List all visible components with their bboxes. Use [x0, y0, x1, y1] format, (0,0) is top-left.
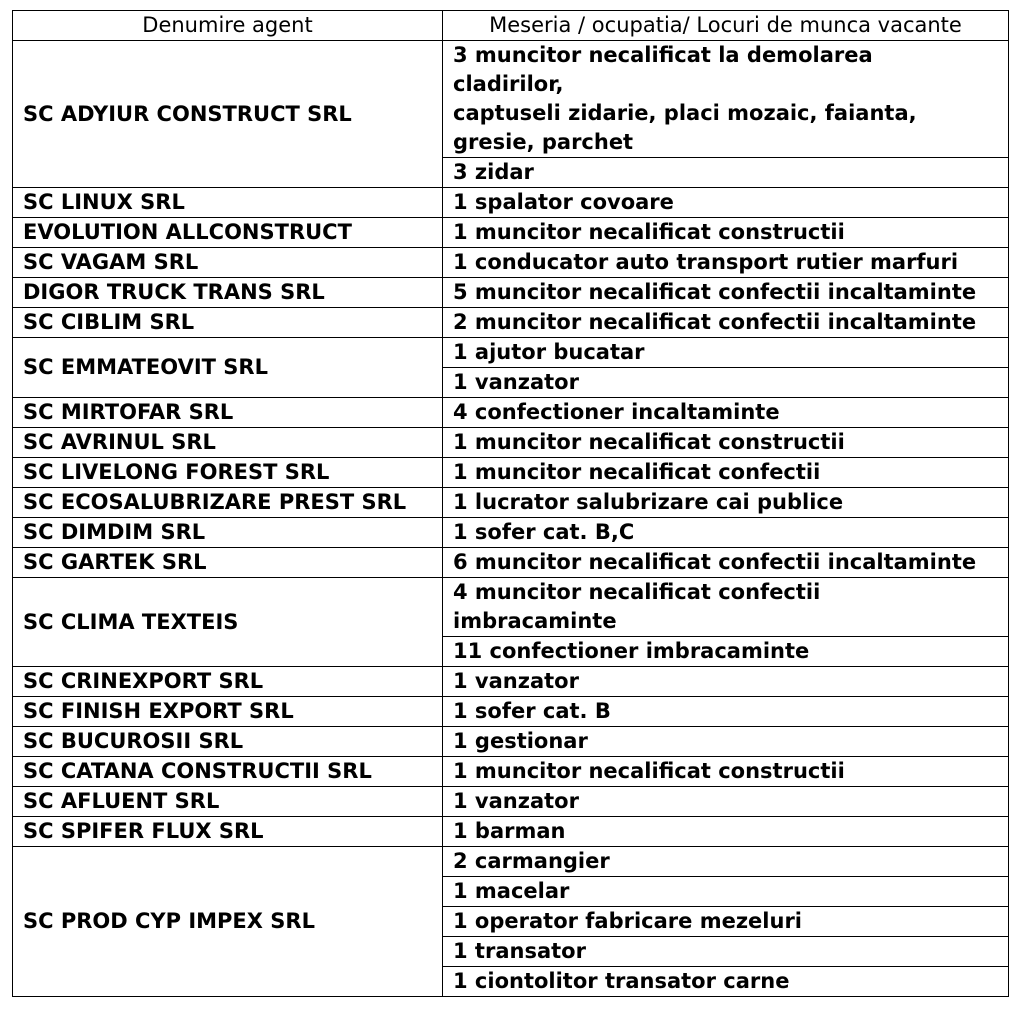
- job-line: 1 muncitor necalificat constructii: [453, 430, 845, 454]
- agent-name-cell: SC SPIFER FLUX SRL: [13, 817, 443, 847]
- job-cell: [443, 817, 1009, 847]
- job-line: 1 muncitor necalificat constructii: [453, 220, 845, 244]
- table-row: [13, 697, 1009, 727]
- job-line: captuseli zidarie, placi mozaic, faianta,: [453, 101, 917, 125]
- job-cell: [443, 248, 1009, 278]
- job-line: 1 vanzator: [453, 370, 579, 394]
- job-cell: [443, 308, 1009, 338]
- job-line: cladirilor,: [453, 72, 564, 96]
- job-cell: [443, 368, 1009, 398]
- column-header-agent: Denumire agent: [13, 11, 443, 41]
- table-row: [13, 847, 1009, 877]
- job-line: 4 confectioner incaltaminte: [453, 400, 780, 424]
- table-row: [13, 667, 1009, 697]
- job-cell: [443, 518, 1009, 548]
- agent-name-cell: SC FINISH EXPORT SRL: [13, 697, 443, 727]
- job-line: 1 sofer cat. B: [453, 699, 611, 723]
- table-row: [13, 398, 1009, 428]
- job-cell: [443, 218, 1009, 248]
- job-cell: [443, 637, 1009, 667]
- job-cell: [443, 727, 1009, 757]
- agent-name-cell: SC MIRTOFAR SRL: [13, 398, 443, 428]
- job-line: imbracaminte: [453, 609, 617, 633]
- job-line: 1 ajutor bucatar: [453, 340, 645, 364]
- job-cell: [443, 578, 1009, 637]
- table-row: [13, 41, 1009, 158]
- job-line: 1 transator: [453, 939, 586, 963]
- agent-name-cell: SC DIMDIM SRL: [13, 518, 443, 548]
- table-row: [13, 338, 1009, 368]
- job-cell: [443, 847, 1009, 877]
- agent-name-cell: SC AFLUENT SRL: [13, 787, 443, 817]
- job-line: 1 conducator auto transport rutier marfuri: [453, 250, 959, 274]
- job-cell: [443, 338, 1009, 368]
- job-cell: [443, 757, 1009, 787]
- agent-name-cell: SC BUCUROSII SRL: [13, 727, 443, 757]
- job-cell: [443, 398, 1009, 428]
- table-row: [13, 428, 1009, 458]
- job-cell: [443, 787, 1009, 817]
- agent-name-cell: SC CATANA CONSTRUCTII SRL: [13, 757, 443, 787]
- table-body: [13, 41, 1009, 997]
- agent-name-cell: SC LIVELONG FOREST SRL: [13, 458, 443, 488]
- agent-name-cell: DIGOR TRUCK TRANS SRL: [13, 278, 443, 308]
- job-line: 1 gestionar: [453, 729, 588, 753]
- table-row: [13, 817, 1009, 847]
- job-line: 1 ciontolitor transator carne: [453, 969, 790, 993]
- job-line: 1 vanzator: [453, 669, 579, 693]
- document-page: [12, 10, 1008, 997]
- job-line: 1 barman: [453, 819, 566, 843]
- job-line: gresie, parchet: [453, 130, 634, 154]
- agent-name-cell: SC ECOSALUBRIZARE PREST SRL: [13, 488, 443, 518]
- job-cell: [443, 877, 1009, 907]
- table-row: [13, 518, 1009, 548]
- job-line: 1 macelar: [453, 879, 570, 903]
- agent-name-cell: EVOLUTION ALLCONSTRUCT: [13, 218, 443, 248]
- agent-name-cell: SC CLIMA TEXTEIS: [13, 578, 443, 667]
- job-line: 1 muncitor necalificat confectii: [453, 460, 821, 484]
- job-line: 5 muncitor necalificat confectii incaltaminte: [453, 280, 977, 304]
- agent-name-cell: SC EMMATEOVIT SRL: [13, 338, 443, 398]
- table-row: [13, 757, 1009, 787]
- table-row: [13, 488, 1009, 518]
- agent-name-cell: SC CIBLIM SRL: [13, 308, 443, 338]
- job-cell: [443, 667, 1009, 697]
- table-row: [13, 458, 1009, 488]
- column-header-jobs: Meseria / ocupatia/ Locuri de munca vacante: [443, 11, 1009, 41]
- agent-name-cell: SC VAGAM SRL: [13, 248, 443, 278]
- agent-name-cell: SC LINUX SRL: [13, 188, 443, 218]
- job-line: 11 confectioner imbracaminte: [453, 639, 810, 663]
- table-row: [13, 248, 1009, 278]
- table-row: [13, 278, 1009, 308]
- agent-name-cell: SC PROD CYP IMPEX SRL: [13, 847, 443, 997]
- job-cell: [443, 428, 1009, 458]
- job-cell: [443, 937, 1009, 967]
- job-cell: [443, 41, 1009, 158]
- table-row: [13, 727, 1009, 757]
- agent-name-cell: SC ADYIUR CONSTRUCT SRL: [13, 41, 443, 188]
- job-line: 6 muncitor necalificat confectii incaltaminte: [453, 550, 977, 574]
- job-line: 2 muncitor necalificat confectii incaltaminte: [453, 310, 977, 334]
- job-line: 1 spalator covoare: [453, 190, 674, 214]
- table-row: [13, 308, 1009, 338]
- job-line: 1 lucrator salubrizare cai publice: [453, 490, 844, 514]
- agent-name-cell: SC GARTEK SRL: [13, 548, 443, 578]
- job-line: 1 operator fabricare mezeluri: [453, 909, 803, 933]
- table-row: [13, 578, 1009, 637]
- agent-name-cell: SC AVRINUL SRL: [13, 428, 443, 458]
- table-row: [13, 218, 1009, 248]
- job-cell: [443, 458, 1009, 488]
- job-cell: [443, 548, 1009, 578]
- job-cell: [443, 907, 1009, 937]
- table-row: [13, 188, 1009, 218]
- job-line: 4 muncitor necalificat confectii: [453, 580, 821, 604]
- job-cell: [443, 697, 1009, 727]
- job-cell: [443, 488, 1009, 518]
- table-row: [13, 548, 1009, 578]
- job-cell: [443, 278, 1009, 308]
- job-line: 1 vanzator: [453, 789, 579, 813]
- table-header-row: [13, 11, 1009, 41]
- job-line: 1 muncitor necalificat constructii: [453, 759, 845, 783]
- job-cell: [443, 188, 1009, 218]
- job-cell: [443, 158, 1009, 188]
- job-line: 3 muncitor necalificat la demolarea: [453, 43, 873, 67]
- job-line: 1 sofer cat. B,C: [453, 520, 635, 544]
- job-line: 3 zidar: [453, 160, 534, 184]
- agent-name-cell: SC CRINEXPORT SRL: [13, 667, 443, 697]
- vacancies-table: [12, 10, 1009, 997]
- table-row: [13, 787, 1009, 817]
- job-cell: [443, 967, 1009, 997]
- job-line: 2 carmangier: [453, 849, 610, 873]
